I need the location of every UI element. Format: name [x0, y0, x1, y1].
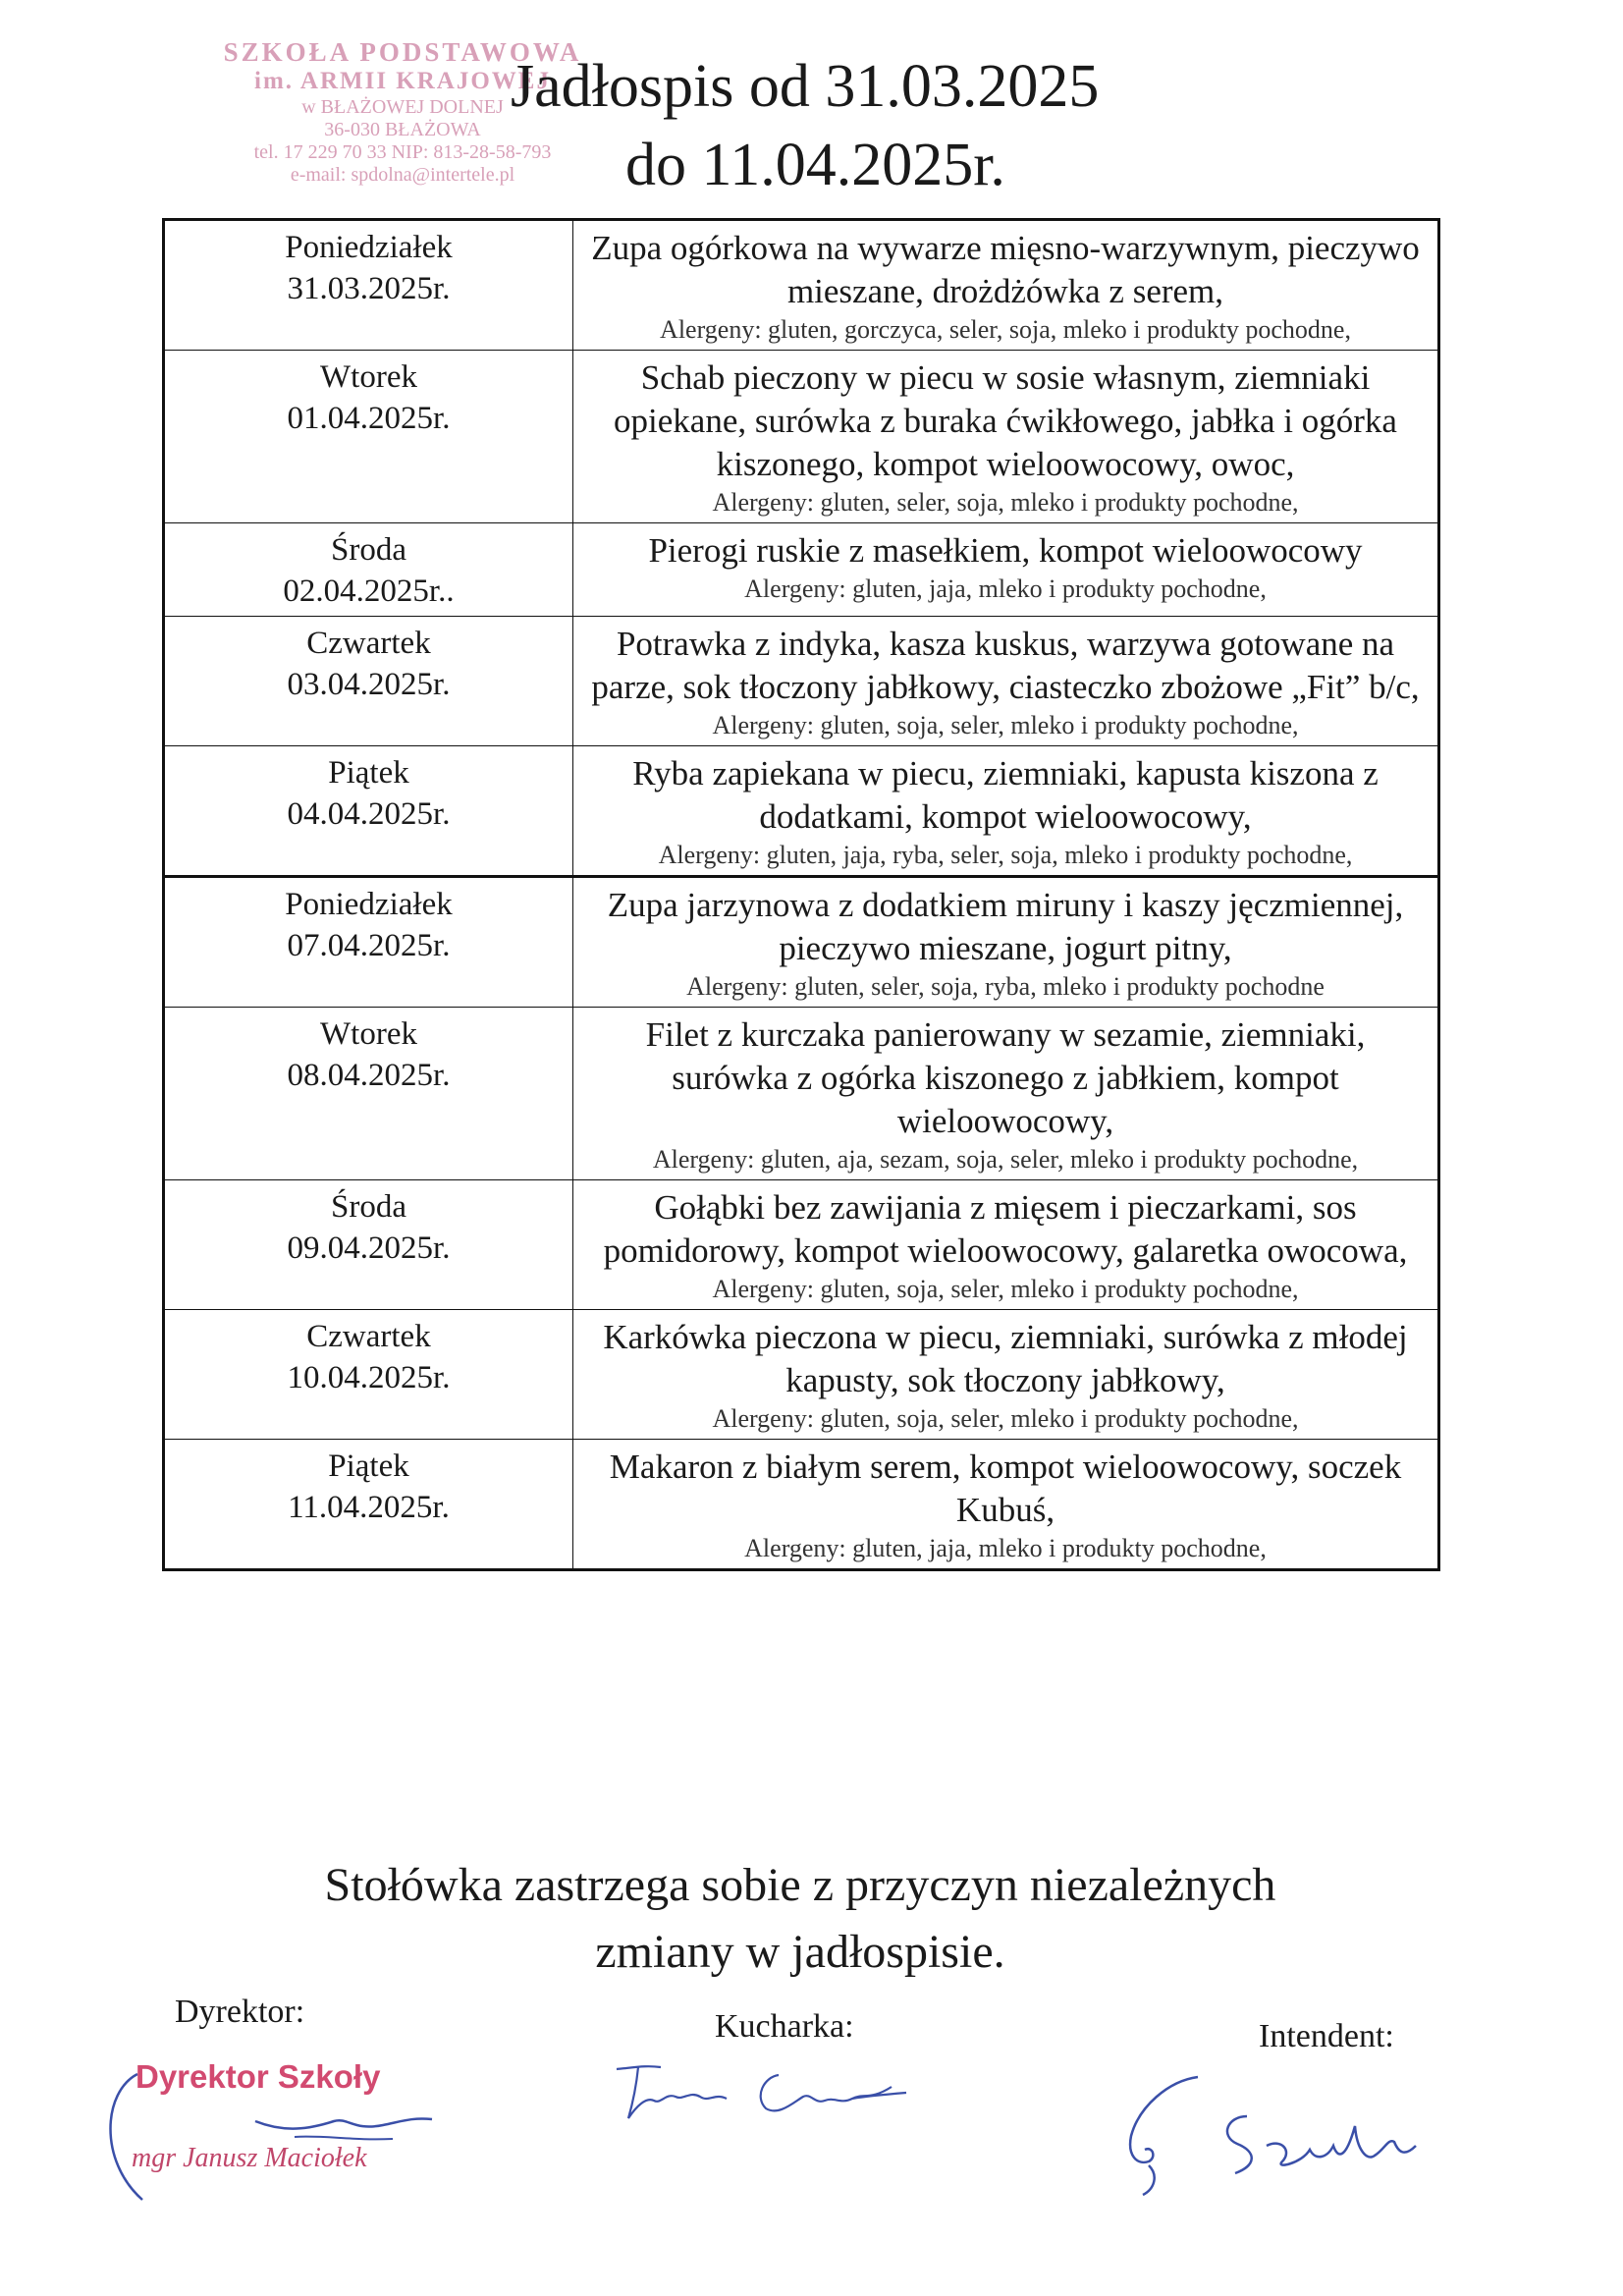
- day-name: Wtorek: [320, 1016, 417, 1052]
- director-stamp-title: Dyrektor Szkoły: [135, 2058, 381, 2095]
- menu-row: [164, 1310, 1439, 1440]
- intendent-label: Intendent:: [1259, 2018, 1394, 2054]
- dish-cell: [573, 351, 1439, 523]
- menu-row: [164, 1440, 1439, 1570]
- menu-row: [164, 220, 1439, 351]
- day-name: Środa: [331, 1189, 406, 1225]
- allergens-text: Alergeny: gluten, jaja, mleko i produkty pochodne,: [744, 574, 1267, 603]
- allergens-text: Alergeny: gluten, jaja, mleko i produkty pochodne,: [744, 1534, 1267, 1562]
- day-date: 04.04.2025r.: [287, 796, 451, 832]
- stamp-line: im. ARMII KRAJOWEJ: [254, 68, 551, 95]
- cafeteria-note: [236, 1852, 1365, 1986]
- dish-cell: [573, 1440, 1439, 1570]
- menu-row: [164, 1180, 1439, 1310]
- dish-cell: [573, 1310, 1439, 1440]
- day-date: 09.04.2025r.: [287, 1230, 451, 1266]
- day-date: 08.04.2025r.: [287, 1058, 451, 1093]
- dish-description: Potrawka z indyka, kasza kuskus, warzywa gotowane na parze, sok tłoczony jabłkowy, ciasteczko zbożowe „Fit” b/c,: [591, 625, 1420, 706]
- title-line-2: do 11.04.2025r.: [625, 132, 1005, 198]
- day-cell: [164, 617, 573, 746]
- dish-description: Schab pieczony w piecu w sosie własnym, ziemniaki opiekane, surówka z buraka ćwikłowego, jabłka i ogórka kiszonego, kompot wieloowocowy, owoc,: [614, 358, 1397, 483]
- dish-description: Makaron z białym serem, kompot wieloowocowy, soczek Kubuś,: [609, 1448, 1402, 1529]
- stamp-line: w BŁAŻOWEJ DOLNEJ: [301, 95, 504, 118]
- dish-cell: [573, 1008, 1439, 1180]
- cook-signature: [607, 2057, 921, 2126]
- day-date: 11.04.2025r.: [288, 1490, 450, 1525]
- dish-cell: [573, 617, 1439, 746]
- day-name: Czwartek: [306, 1319, 431, 1354]
- page-title: [511, 47, 1099, 204]
- stamp-line: 36-030 BŁAŻOWA: [324, 118, 481, 140]
- dish-cell: [573, 523, 1439, 617]
- day-cell: [164, 1310, 573, 1440]
- day-date: 03.04.2025r.: [287, 667, 451, 702]
- day-date: 31.03.2025r.: [287, 271, 451, 306]
- day-cell: [164, 1180, 573, 1310]
- allergens-text: Alergeny: gluten, soja, seler, mleko i produkty pochodne,: [712, 1275, 1299, 1303]
- allergens-text: Alergeny: gluten, gorczyca, seler, soja, mleko i produkty pochodne,: [660, 315, 1351, 344]
- day-name: Piątek: [328, 1449, 409, 1484]
- director-stamp: [98, 2052, 471, 2210]
- stamp-line: tel. 17 229 70 33 NIP: 813-28-58-793: [253, 140, 552, 163]
- day-cell: [164, 1440, 573, 1570]
- allergens-text: Alergeny: gluten, aja, sezam, soja, seler, mleko i produkty pochodne,: [652, 1145, 1359, 1174]
- allergens-text: Alergeny: gluten, seler, soja, ryba, mleko i produkty pochodne: [686, 972, 1325, 1001]
- menu-row: [164, 523, 1439, 617]
- day-cell: [164, 877, 573, 1008]
- stamp-line: e-mail: spdolna@intertele.pl: [290, 163, 515, 186]
- allergens-text: Alergeny: gluten, jaja, ryba, seler, soja, mleko i produkty pochodne,: [658, 841, 1353, 869]
- menu-table-body: [164, 220, 1439, 1570]
- dish-description: Karkówka pieczona w piecu, ziemniaki, surówka z młodej kapusty, sok tłoczony jabłkowy,: [603, 1318, 1408, 1399]
- cook-label: Kucharka:: [715, 2008, 854, 2045]
- menu-row: [164, 617, 1439, 746]
- note-line-1: Stołówka zastrzega sobie z przyczyn niezależnych: [324, 1859, 1276, 1911]
- day-name: Poniedziałek: [285, 887, 453, 922]
- menu-row: [164, 351, 1439, 523]
- menu-row: [164, 1008, 1439, 1180]
- stamp-line: SZKOŁA PODSTAWOWA: [223, 37, 582, 67]
- dish-cell: [573, 877, 1439, 1008]
- day-cell: [164, 523, 573, 617]
- menu-row: [164, 877, 1439, 1008]
- day-date: 02.04.2025r..: [283, 574, 455, 609]
- day-name: Środa: [331, 532, 406, 568]
- day-cell: [164, 746, 573, 877]
- menu-table: [162, 218, 1440, 1571]
- dish-description: Pierogi ruskie z masełkiem, kompot wieloowocowy: [648, 531, 1363, 570]
- day-name: Czwartek: [306, 626, 431, 661]
- day-cell: [164, 220, 573, 351]
- note-line-2: zmiany w jadłospisie.: [595, 1926, 1005, 1978]
- day-name: Poniedziałek: [285, 230, 453, 265]
- dish-description: Zupa ogórkowa na wywarze mięsno-warzywnym, pieczywo mieszane, drożdżówka z serem,: [591, 229, 1420, 310]
- allergens-text: Alergeny: gluten, soja, seler, mleko i produkty pochodne,: [712, 711, 1299, 739]
- allergens-text: Alergeny: gluten, seler, soja, mleko i produkty pochodne,: [712, 488, 1299, 517]
- allergens-text: Alergeny: gluten, soja, seler, mleko i produkty pochodne,: [712, 1404, 1299, 1433]
- day-date: 01.04.2025r.: [287, 401, 451, 436]
- dish-description: Filet z kurczaka panierowany w sezamie, ziemniaki, surówka z ogórka kiszonego z jabłkiem, kompot wieloowocowy,: [645, 1015, 1366, 1140]
- dish-description: Ryba zapiekana w piecu, ziemniaki, kapusta kiszona z dodatkami, kompot wieloowocowy,: [632, 754, 1379, 836]
- title-line-1: Jadłospis od 31.03.2025: [511, 53, 1100, 120]
- day-name: Piątek: [328, 755, 409, 791]
- director-label: Dyrektor:: [175, 1994, 305, 2030]
- dish-cell: [573, 1180, 1439, 1310]
- dish-description: Gołąbki bez zawijania z mięsem i pieczarkami, sos pomidorowy, kompot wieloowocowy, galaretka owocowa,: [603, 1188, 1408, 1270]
- menu-row: [164, 746, 1439, 877]
- day-date: 07.04.2025r.: [287, 928, 451, 963]
- dish-description: Zupa jarzynowa z dodatkiem miruny i kaszy jęczmiennej, pieczywo mieszane, jogurt pitny,: [607, 886, 1404, 967]
- dish-cell: [573, 746, 1439, 877]
- director-stamp-name: mgr Janusz Maciołek: [132, 2143, 367, 2173]
- dish-cell: [573, 220, 1439, 351]
- day-cell: [164, 351, 573, 523]
- day-date: 10.04.2025r.: [287, 1360, 451, 1395]
- intendent-signature: [1109, 2067, 1443, 2205]
- day-name: Wtorek: [320, 359, 417, 395]
- day-cell: [164, 1008, 573, 1180]
